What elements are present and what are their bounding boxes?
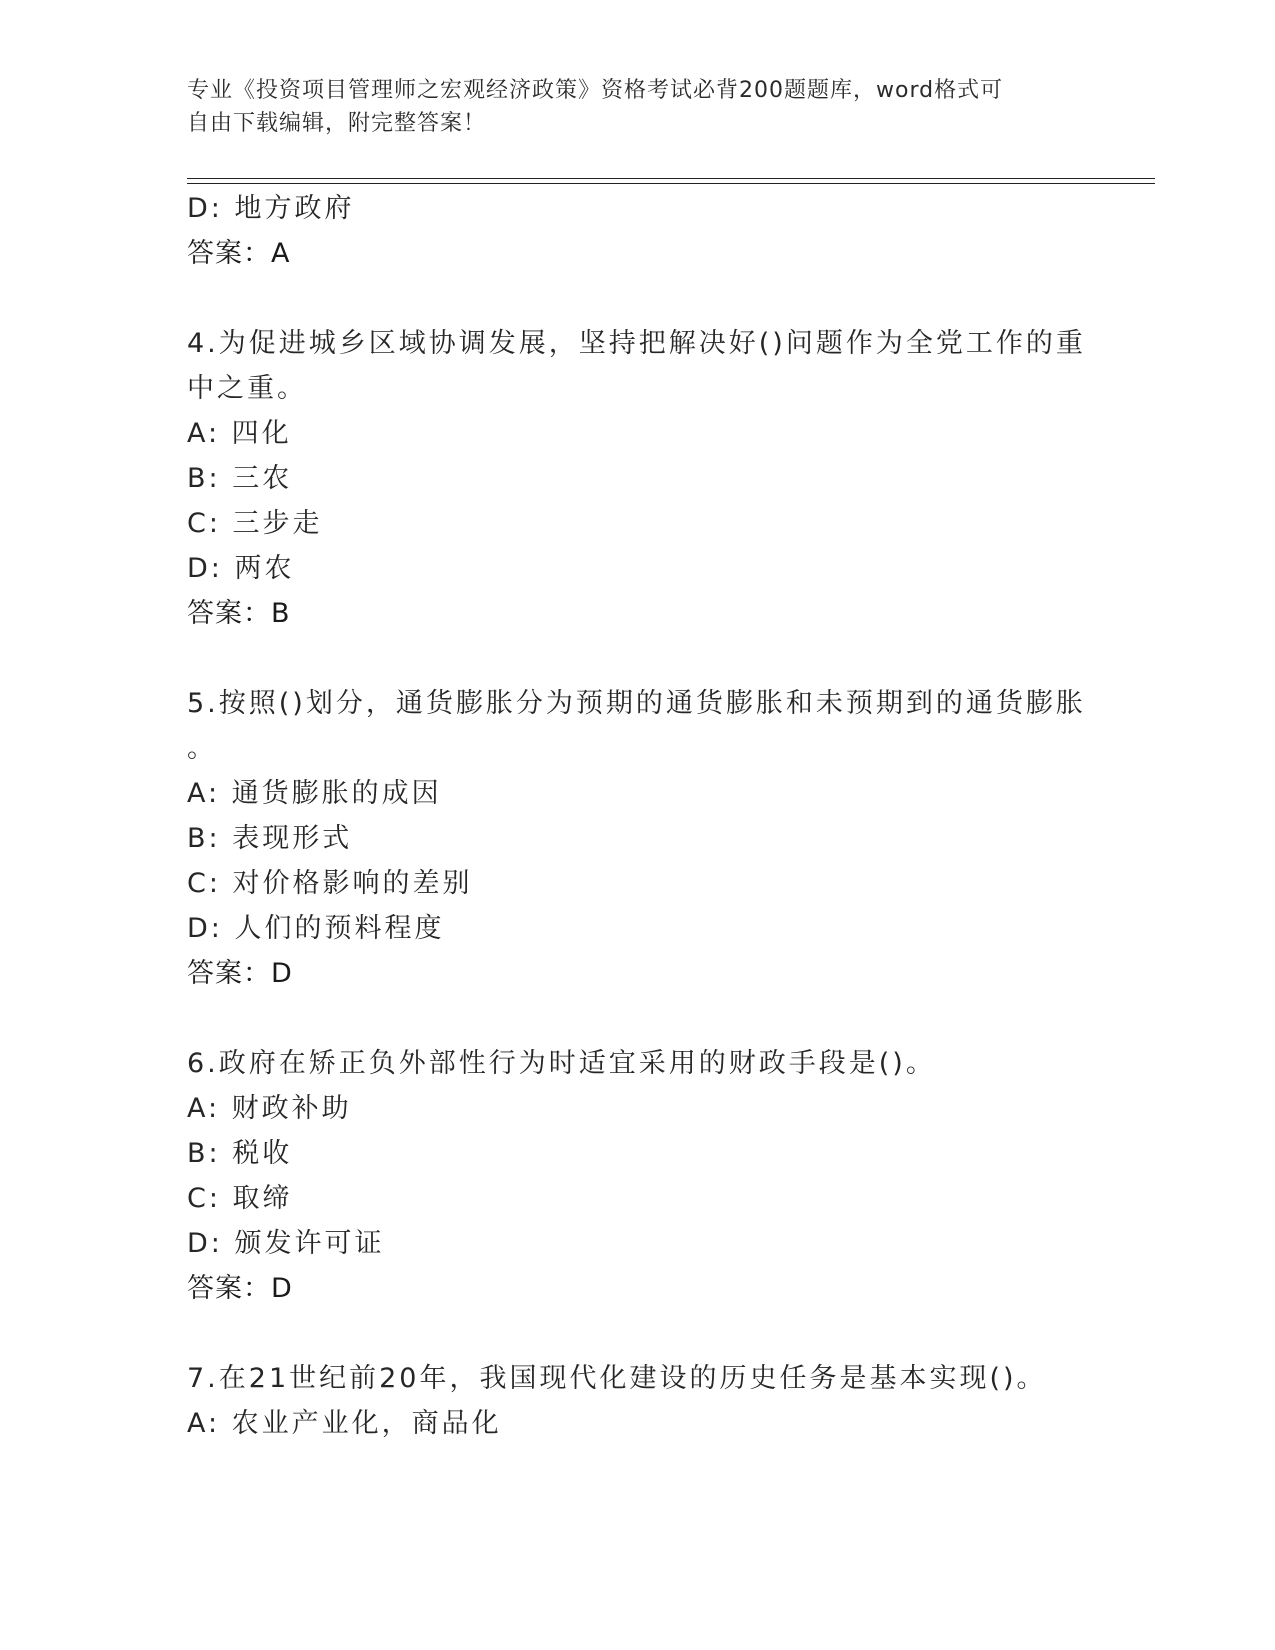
q4-option-c: C: 三步走 xyxy=(187,508,323,539)
q4-option-d: D: 两农 xyxy=(187,553,295,584)
q5-answer: 答案：D xyxy=(187,958,293,989)
q6-option-b: B: 税收 xyxy=(187,1138,293,1169)
header-line-2: 自由下载编辑，附完整答案！ xyxy=(187,111,487,136)
header-divider-bottom xyxy=(187,183,1155,184)
q4-stem-line-2: 中之重。 xyxy=(187,373,307,404)
q5-option-d: D: 人们的预料程度 xyxy=(187,913,445,944)
q6-option-d: D: 颁发许可证 xyxy=(187,1228,385,1259)
q4-answer: 答案：B xyxy=(187,598,291,629)
header-divider-top xyxy=(187,178,1155,179)
q4-stem-line-1: 4.为促进城乡区域协调发展，坚持把解决好()问题作为全党工作的重 xyxy=(187,328,1086,359)
q4-option-a: A: 四化 xyxy=(187,418,292,449)
q5-option-c: C: 对价格影响的差别 xyxy=(187,868,473,899)
prev-option-d: D: 地方政府 xyxy=(187,193,355,224)
header-line-1: 专业《投资项目管理师之宏观经济政策》资格考试必背200题题库，word格式可 xyxy=(187,78,1004,103)
q5-stem-line-1: 5.按照()划分，通货膨胀分为预期的通货膨胀和未预期到的通货膨胀 xyxy=(187,688,1086,719)
q7-option-a: A: 农业产业化，商品化 xyxy=(187,1408,502,1439)
q5-option-b: B: 表现形式 xyxy=(187,823,353,854)
prev-answer: 答案：A xyxy=(187,238,291,269)
document-header xyxy=(187,74,1067,140)
q5-stem-line-2: 。 xyxy=(187,733,217,764)
q7-stem-line-1: 7.在21世纪前20年，我国现代化建设的历史任务是基本实现()。 xyxy=(187,1363,1047,1394)
q4-option-b: B: 三农 xyxy=(187,463,293,494)
q6-option-a: A: 财政补助 xyxy=(187,1093,352,1124)
q6-answer: 答案：D xyxy=(187,1273,293,1304)
q6-option-c: C: 取缔 xyxy=(187,1183,293,1214)
q5-option-a: A: 通货膨胀的成因 xyxy=(187,778,442,809)
q6-stem-line-1: 6.政府在矫正负外部性行为时适宜采用的财政手段是()。 xyxy=(187,1048,936,1079)
